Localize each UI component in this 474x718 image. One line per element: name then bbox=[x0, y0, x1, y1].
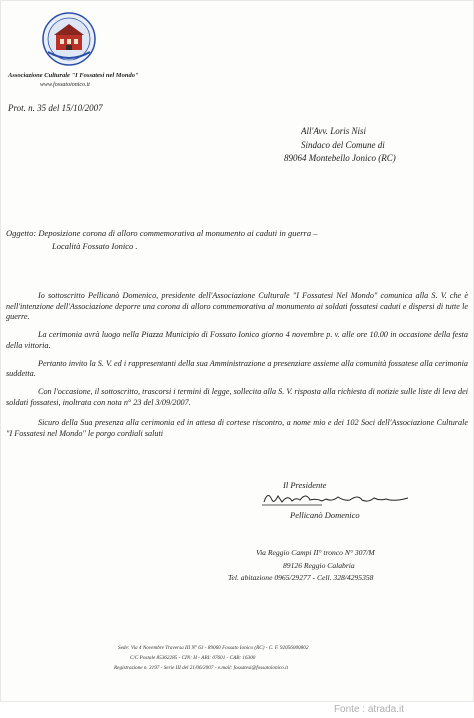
recipient-line-1: All'Avv. Loris Nisi bbox=[301, 126, 367, 136]
protocol-number: Prot. n. 35 del 15/10/2007 bbox=[8, 103, 103, 113]
recipient-line-2: Sindaco del Comune di bbox=[301, 140, 385, 150]
website-link[interactable]: www.fossatoionico.it bbox=[40, 82, 90, 88]
source-credit: Fonte : atrada.it bbox=[333, 704, 404, 715]
handwritten-signature bbox=[262, 488, 412, 508]
body-paragraph-5: Sicuro della Sua presenza alla cerimonia ed in attesa di cortese riscontro, a nome mio e dei 102 Soci dell'Associazione Culturale "I Fossatesi nel Mondo" le porgo cordiali saluti bbox=[6, 418, 468, 439]
association-logo bbox=[42, 12, 96, 66]
address-line-1: Via Reggio Campi II° tronco N° 307/M bbox=[256, 548, 375, 557]
subject-line-2: Località Fossato Ionico . bbox=[52, 241, 138, 251]
recipient-line-3: 89064 Montebello Jonico (RC) bbox=[284, 153, 396, 163]
address-line-2: 89126 Reggio Calabria bbox=[283, 561, 355, 570]
letter-body bbox=[6, 291, 468, 447]
signature-name: Pellicanò Domenico bbox=[290, 510, 360, 520]
footer-line-2: C/C Postale 85362285 - CIN: H - ABI: 07601 - CAB: 16300 bbox=[130, 655, 256, 661]
association-name: Associazione Culturale "I Fossatesi nel Mondo" bbox=[8, 72, 139, 79]
body-paragraph-4: Con l'occasione, il sottoscritto, trascorsi i termini di legge, sollecita alla S. V. risposta alla richiesta di notizie sulle liste di leva dei soldati fossatesi, inoltrata con nota n° 23 del 3/09/2007. bbox=[6, 386, 468, 407]
subject-line-1: Oggetto: Deposizione corona di alloro commemorativa al monumento ai caduti in guerra – bbox=[6, 228, 318, 238]
body-paragraph-2: La cerimonia avrà luogo nella Piazza Municipio di Fossato Ionico giorno 4 novembre p. v. alle ore 10.00 in occasione della festa della vittoria. bbox=[6, 330, 468, 350]
footer-line-3: Registrazione n. 3197 - Serie III del 21/06/2007 - e.mail: fossatesi@fossatoionico.it bbox=[114, 665, 289, 671]
body-paragraph-3: Pertanto invito la S. V. ed i rappresentanti della sua Amministrazione a presenziare assieme alla comunità fossatese alla cerimonia suddetta. bbox=[6, 358, 468, 379]
address-line-3: Tel. abitazione 0965/29277 - Cell. 328/4295358 bbox=[228, 573, 374, 582]
body-paragraph-1: Io sottoscritto Pellicanò Domenico, presidente dell'Associazione Culturale "I Fossatesi Nel Mondo" comunica alla S. V. che è nell'intenzione dell'Associazione deporre una corona di alloro commemorativa al monumento ai soldati fossatesi caduti e dispersi di tutte le guerre. bbox=[6, 291, 468, 322]
signature-title: Il Presidente bbox=[283, 480, 327, 490]
footer-line-1: Sede: Via 4 Novembre Traversa III N° 63 - 89060 Fossato Ionico (RC) - C. F. 92056000802 bbox=[118, 645, 309, 651]
